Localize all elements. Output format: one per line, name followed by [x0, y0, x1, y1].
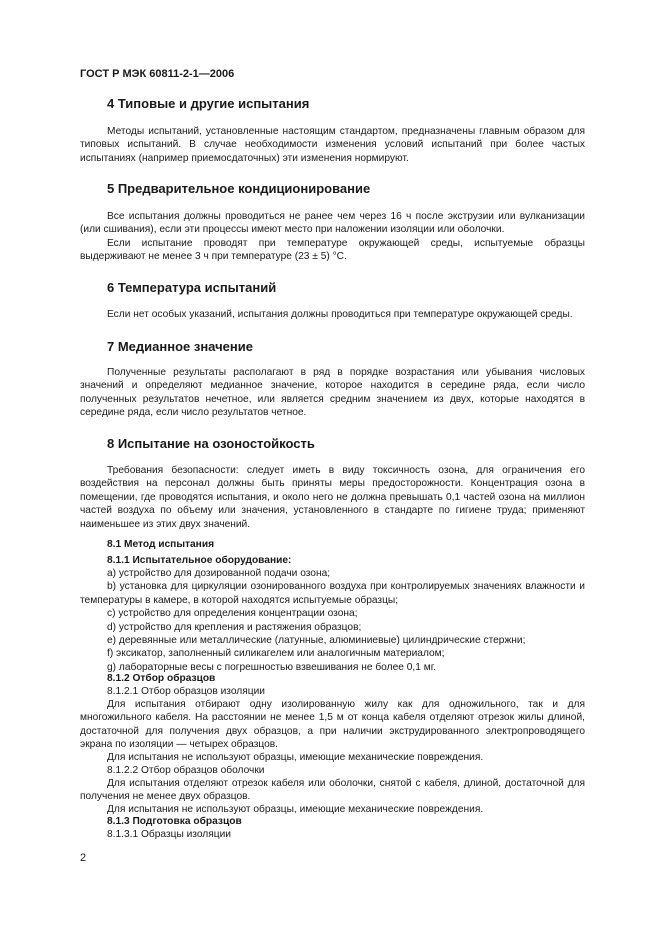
section-8-1-2-2-paragraph-1: Для испытания отделяют отрезок кабеля или оболочки, снятой с кабеля, длиной, достаточной для получения не менее двух образцов.: [80, 778, 585, 803]
section-4-paragraph: Методы испытаний, установленные настоящим стандартом, предназначены главным образом для типовых испытаний. В случае необходимости изменения условий испытаний при более частых испытаниях (например приемосдаточных) эти изменения нормируют.: [80, 126, 585, 164]
section-8-1-title: 8.1 Метод испытания: [107, 539, 215, 550]
section-8-1-2-2-paragraph-2: Для испытания не используют образцы, имеющие механические повреждения.: [107, 804, 484, 815]
section-8-1-2-1-paragraph-1: Для испытания отбирают одну изолированную жилу как для одножильного, так и для многожильного кабеля. На расстоянии не менее 1,5 м от конца кабеля отделяют отрезок жилы длиной, достаточной для получения двух образцов, а при наличии экструдированного электропроводящего экрана по изоляции — четырех образцов.: [80, 699, 585, 751]
list-item: b) установка для циркуляции озонированного воздуха при контролируемых значениях влажности и температуры в камере, в которой находятся испытуемые образцы;: [80, 581, 585, 606]
section-4-title: 4 Типовые и другие испытания: [107, 96, 310, 111]
section-8-1-1-title: 8.1.1 Испытательное оборудование:: [107, 555, 292, 566]
section-5-paragraph-2: Если испытание проводят при температуре окружающей среды, испытуемые образцы выдерживают не менее 3 ч при температуре (23 ± 5) °C.: [80, 238, 585, 263]
page-number: 2: [80, 852, 87, 864]
section-5-paragraph-1: Все испытания должны проводиться не ранее чем через 16 ч после экструзии или вулканизации (или сшивания), если эти процессы имеют место при наложении изоляции или оболочки.: [80, 211, 585, 236]
list-item: f) эксикатор, заполненный силикагелем или аналогичным материалом;: [107, 648, 445, 660]
section-6-paragraph: Если нет особых указаний, испытания должны проводиться при температуре окружающей среды.: [107, 309, 573, 320]
section-8-1-3-1-title: 8.1.3.1 Образцы изоляции: [107, 829, 231, 840]
section-8-1-2-title: 8.1.2 Отбор образцов: [107, 673, 216, 684]
section-8-1-3-title: 8.1.3 Подготовка образцов: [107, 816, 242, 827]
section-8-1-2-1-paragraph-2: Для испытания не используют образцы, имеющие механические повреждения.: [107, 752, 484, 763]
section-8-paragraph: Требования безопасности: следует иметь в виду токсичность озона, для ограничения его воздействия на персонал должны быть приняты меры предосторожности. Концентрация озона в помещении, где проводятся испытания, и около него не должна превышать 0,1 частей озона на миллион частей воздуха по объему или значения, установленного в стандарте по гигиене труда; применяют наименьшее из этих двух значений.: [80, 465, 585, 530]
section-6-title: 6 Температура испытаний: [107, 280, 277, 295]
list-item: g) лабораторные весы с погрешностью взвешивания не более 0,1 мг.: [107, 661, 437, 673]
list-item: e) деревянные или металлические (латунные, алюминиевые) цилиндрические стержни;: [107, 635, 526, 647]
list-item: d) устройство для крепления и растяжения образцов;: [107, 621, 362, 633]
section-7-title: 7 Медианное значение: [107, 339, 253, 354]
section-8-1-2-2-title: 8.1.2.2 Отбор образцов оболочки: [107, 765, 265, 776]
document-header: ГОСТ Р МЭК 60811-2-1—2006: [80, 68, 235, 80]
list-item: c) устройство для определения концентрации озона;: [107, 608, 358, 620]
section-5-title: 5 Предварительное кондиционирование: [107, 181, 371, 196]
section-7-paragraph: Полученные результаты располагают в ряд в порядке возрастания или убывания числовых значений и определяют медианное значение, которое находится в середине ряда, если число полученных результатов нечетное, или является средним значением из двух, которые находятся в середине ряда, если число результатов четное.: [80, 367, 585, 419]
list-item: а) устройство для дозированной подачи озона;: [107, 568, 331, 579]
section-8-1-2-1-title: 8.1.2.1 Отбор образцов изоляции: [107, 686, 265, 697]
section-8-title: 8 Испытание на озоностойкость: [107, 436, 315, 451]
equipment-list: [80, 567, 585, 674]
